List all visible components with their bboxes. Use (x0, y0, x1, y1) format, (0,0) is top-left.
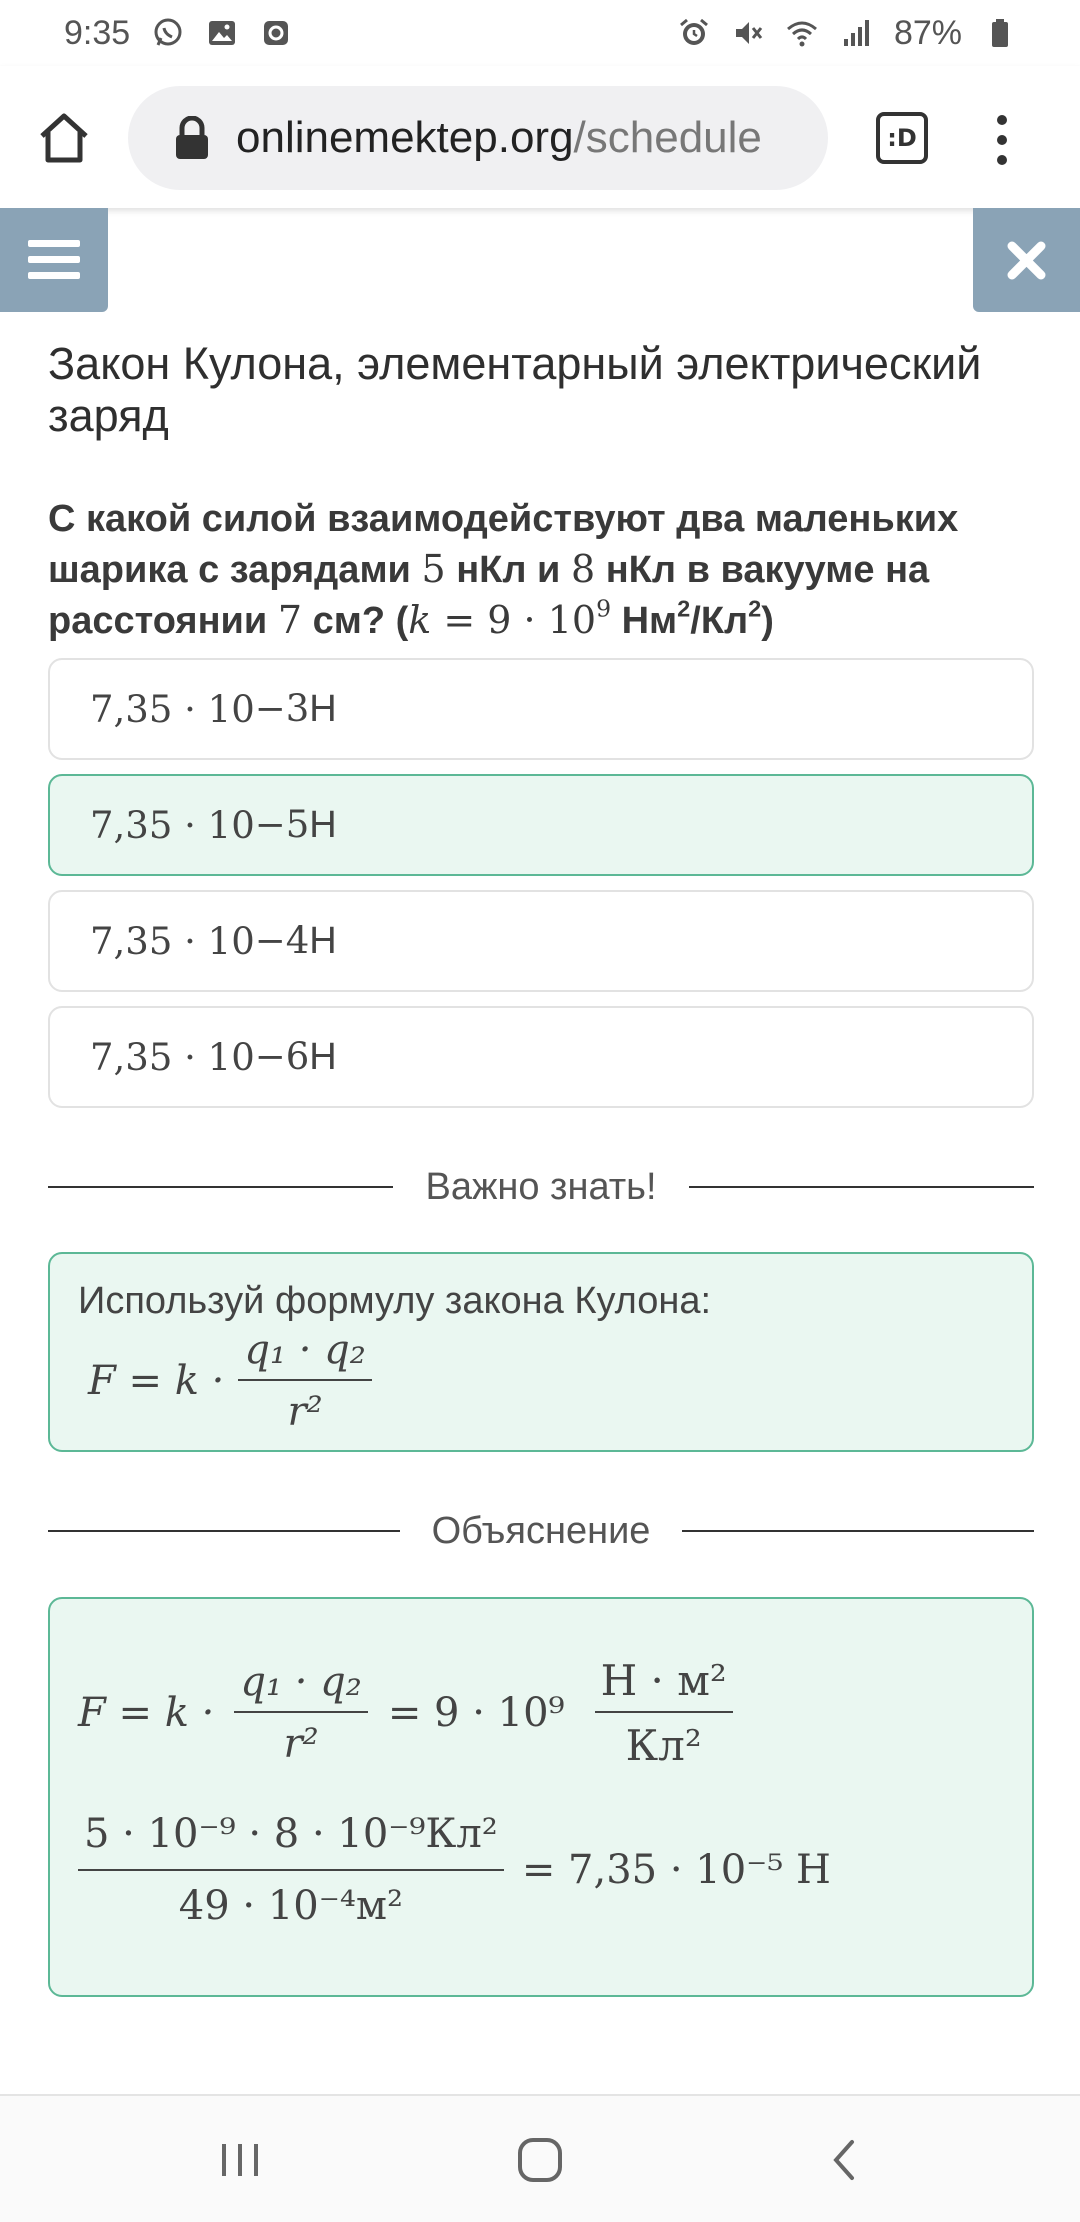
explanation-fraction (234, 1659, 367, 1767)
constant-exponent: 9 (596, 594, 612, 623)
question-part: С какой силой взаимодействуют два маленьких шарика с зарядами (48, 498, 959, 591)
divider-line (48, 1186, 393, 1188)
explanation-lhs: F = k · (78, 1690, 215, 1736)
constant-unit: Нм (611, 600, 678, 642)
kebab-menu-icon (990, 110, 1014, 170)
answer-option-3[interactable]: 7,35 · 10 −4 Н (48, 890, 1034, 992)
home-icon (34, 108, 94, 168)
unit-exponent: 2 (748, 595, 762, 622)
unit-fraction (595, 1656, 733, 1770)
explanation-heading: Объяснение (431, 1509, 651, 1552)
divider-line (682, 1530, 1034, 1532)
status-left (64, 14, 292, 53)
answer-option-2[interactable]: 7,35 · 10 −5 Н (48, 774, 1034, 876)
formula-lhs: F = k · (88, 1358, 225, 1404)
url-path: /schedule (573, 113, 762, 162)
battery-icon (984, 17, 1016, 49)
answer-option-1[interactable]: 7,35 · 10 −3 Н (48, 658, 1034, 760)
question-part: см? ( (302, 600, 409, 642)
divider-line (689, 1186, 1034, 1188)
question-part: нКл в вакууме на расстоянии (48, 549, 930, 642)
answer-mantissa: 7,35 · 10 (90, 919, 255, 963)
question-text (48, 494, 1048, 646)
important-box (48, 1252, 1034, 1452)
browser-toolbar (0, 66, 1080, 208)
formula-fraction (238, 1327, 371, 1435)
important-heading: Важно знать! (425, 1165, 657, 1208)
battery-percent: 87% (893, 13, 962, 52)
system-navigation-bar (0, 2094, 1080, 2222)
charge-2-value: 8 (570, 547, 596, 591)
calculation-result: = 7,35 · 10⁻⁵ Н (521, 1847, 831, 1893)
explanation-numerator: q₁ · q₂ (240, 1659, 362, 1705)
constant-unit: /Кл (690, 600, 749, 642)
answer-mantissa: 7,35 · 10 (90, 687, 255, 731)
unit-exponent: 2 (677, 595, 691, 622)
calculation-fraction (78, 1811, 504, 1929)
close-icon (973, 208, 1080, 312)
status-bar (0, 0, 1080, 66)
answer-mantissa: 7,35 · 10 (90, 1035, 255, 1079)
constant-symbol: k (408, 598, 432, 642)
explanation-constant: = 9 · 10⁹ (387, 1690, 565, 1736)
coulomb-formula (78, 1327, 1004, 1435)
home-button[interactable] (34, 108, 94, 168)
page-title: Закон Кулона, элементарный электрический заряд (48, 338, 982, 442)
home-circle-icon (510, 2134, 570, 2186)
recent-apps-icon (210, 2134, 270, 2186)
gallery-icon (206, 17, 238, 49)
status-right (678, 14, 1016, 53)
status-time: 9:35 (64, 13, 131, 52)
explanation-box (48, 1597, 1034, 1997)
explanation-line-2 (78, 1811, 1004, 1929)
important-text: Используй формулу закона Кулона: (78, 1280, 712, 1322)
hamburger-icon (0, 208, 108, 312)
answer-mantissa: 7,35 · 10 (90, 803, 255, 847)
signal-icon (840, 17, 872, 49)
close-button[interactable] (973, 208, 1080, 312)
url-domain: onlinemektep.org (236, 113, 574, 162)
answer-options (48, 658, 1034, 1122)
formula-numerator: q₁ · q₂ (244, 1327, 366, 1373)
unit-numerator: Н · м² (600, 1656, 727, 1705)
question-part: нКл и (445, 549, 571, 591)
question-part: ) (761, 600, 774, 642)
address-bar[interactable] (128, 86, 828, 190)
url-text (236, 113, 762, 163)
whatsapp-icon (152, 17, 184, 49)
calculation-numerator: 5 · 10⁻⁹ · 8 · 10⁻⁹Кл² (84, 1811, 498, 1857)
answer-unit: Н (309, 687, 337, 730)
lock-icon (172, 116, 212, 160)
answer-unit: Н (309, 919, 337, 962)
screen-record-icon (260, 17, 292, 49)
unit-denominator: Кл² (625, 1721, 702, 1770)
alarm-icon (678, 17, 710, 49)
menu-button[interactable] (0, 208, 108, 312)
answer-option-4[interactable]: 7,35 · 10 −6 Н (48, 1006, 1034, 1108)
recent-apps-button[interactable] (210, 2134, 270, 2186)
important-divider (48, 1162, 1034, 1212)
back-button[interactable] (814, 2134, 874, 2186)
explanation-divider (48, 1506, 1034, 1556)
home-nav-button[interactable] (510, 2134, 570, 2186)
divider-line (48, 1530, 400, 1532)
calculation-denominator: 49 · 10⁻⁴м² (178, 1883, 404, 1929)
back-chevron-icon (814, 2134, 874, 2186)
formula-denominator: r² (287, 1389, 323, 1435)
distance-value: 7 (277, 598, 303, 642)
answer-unit: Н (309, 1035, 337, 1078)
explanation-denominator: r² (283, 1721, 319, 1767)
charge-1-value: 5 (421, 547, 446, 591)
explanation-line-1 (78, 1623, 1004, 1803)
constant-value: = 9 · 10 (431, 598, 597, 642)
more-menu-button[interactable] (990, 110, 1014, 170)
wifi-icon (786, 17, 818, 49)
tab-switcher-button[interactable]: :D (876, 112, 928, 164)
mute-icon (732, 17, 764, 49)
answer-unit: Н (309, 803, 337, 846)
